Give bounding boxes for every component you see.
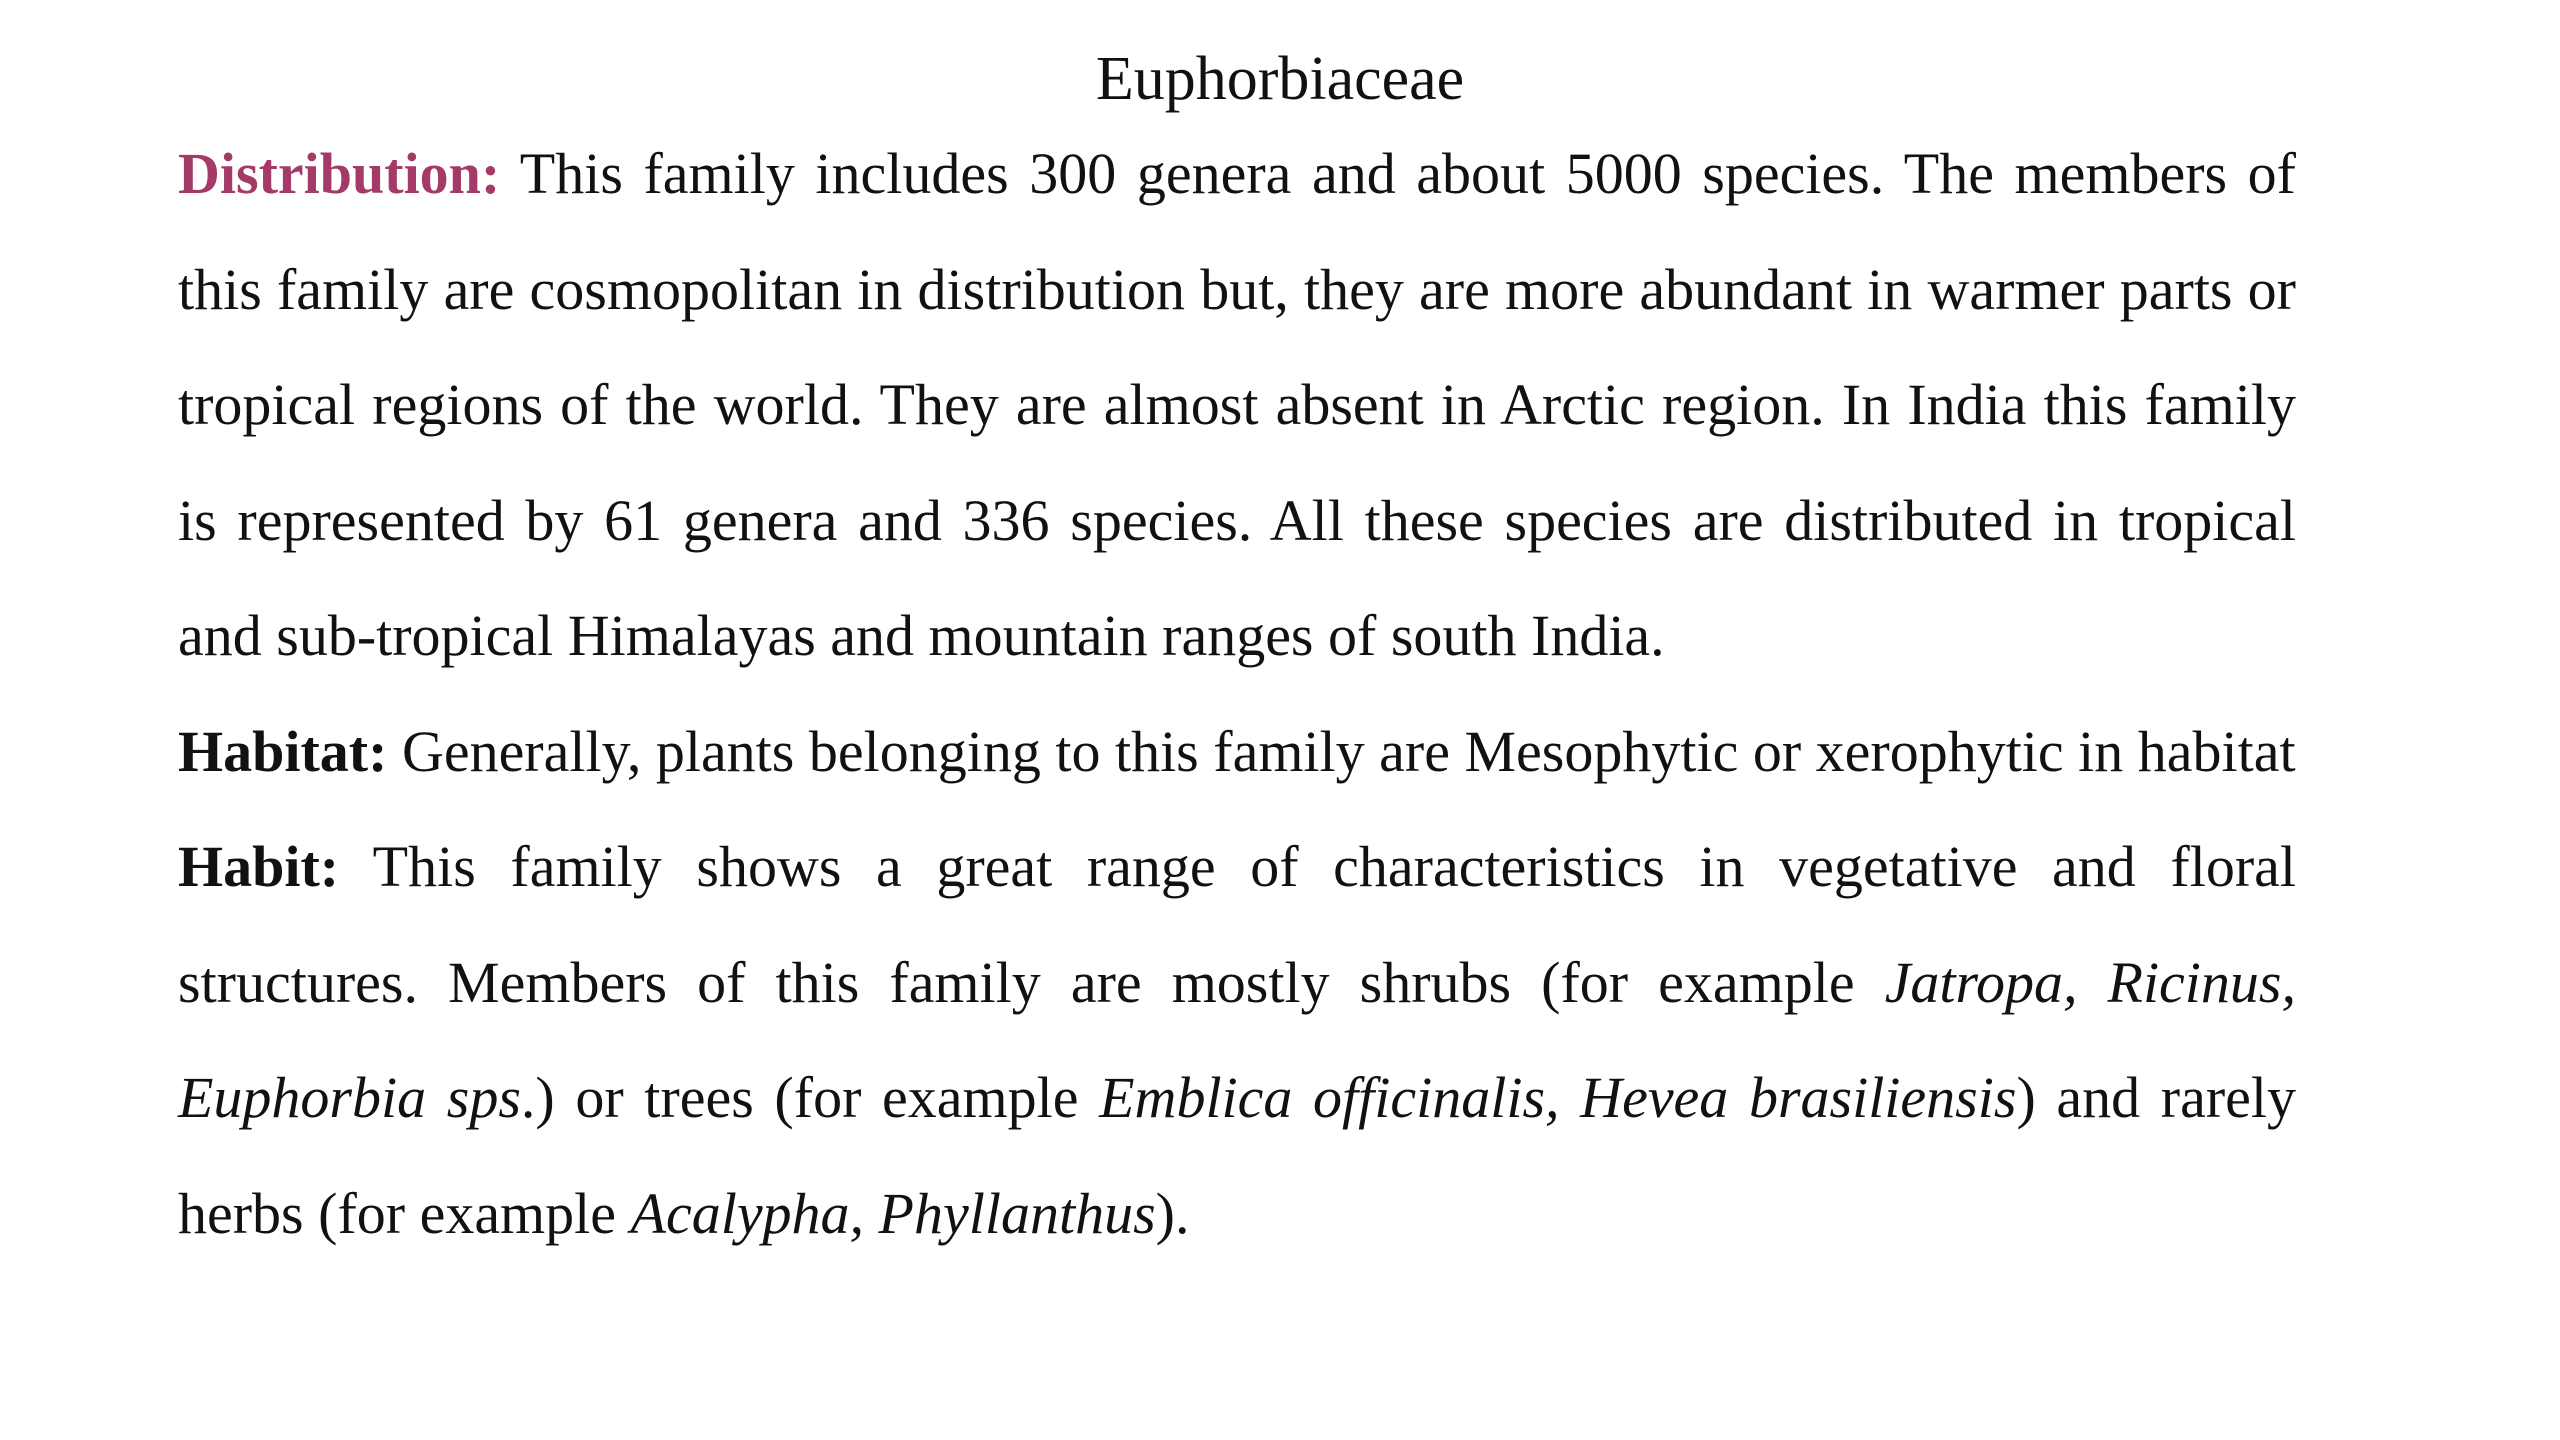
habit-text-2: .) or trees (for example <box>520 1065 1100 1130</box>
habit-text-4: ). <box>1155 1180 1190 1246</box>
distribution-paragraph <box>178 116 2296 694</box>
habit-heading: Habit: <box>178 834 340 899</box>
distribution-heading: Distribution: <box>178 141 501 206</box>
habitat-paragraph <box>178 694 2296 810</box>
distribution-text: This family includes 300 genera and about 5000 species. The members of this family are cosmopolitan in distribution but, they are more abundant in warmer parts or tropical regions of the world. They are almost absent in Arctic region. In India this family is represented by 61 genera and 336 species. All these species are distributed in tropical and sub-tropical Himalayas and mountain ranges of south India. <box>178 141 2296 668</box>
habit-text-3: ) and rarely herbs (for example <box>178 1065 2297 1246</box>
habit-species-shrubs: Jatropa, Ricinus, Euphorbia sps <box>178 949 2296 1130</box>
document-body <box>178 116 2296 1271</box>
habit-species-trees: Emblica officinalis, Hevea brasiliensis <box>1099 1065 2017 1130</box>
habit-species-herbs: Acalypha, Phyllanthus <box>630 1180 1156 1246</box>
habitat-heading: Habitat: <box>178 718 388 784</box>
habitat-text: Generally, plants belonging to this family are Mesophytic or xerophytic in habitat <box>387 718 2296 784</box>
habit-text-1: This family shows a great range of characteristics in vegetative and floral structures. Members of this family are mostly shrubs (for example <box>178 834 2296 1015</box>
page-title: Euphorbiaceae <box>1095 45 1465 113</box>
habit-paragraph <box>178 809 2296 1271</box>
